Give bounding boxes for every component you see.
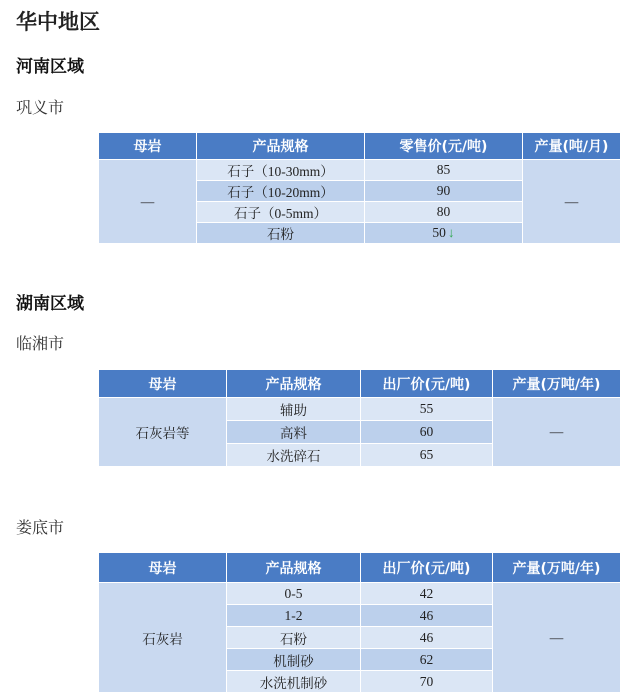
price-cell xyxy=(365,223,523,244)
price-value: 50 xyxy=(432,225,446,240)
table-header-row xyxy=(99,370,621,398)
spec-cell: 机制砂 xyxy=(227,649,361,671)
table-row xyxy=(99,583,621,605)
price-cell: 46 xyxy=(361,627,493,649)
spec-cell: 0-5 xyxy=(227,583,361,605)
rock-cell: 石灰岩等 xyxy=(99,398,227,467)
region-title: 华中地区 xyxy=(16,10,100,34)
price-cell: 42 xyxy=(361,583,493,605)
table-header-row xyxy=(99,553,621,583)
price-cell: 60 xyxy=(361,421,493,444)
table-header-row xyxy=(99,133,621,160)
header-spec: 产品规格 xyxy=(227,370,361,398)
header-spec: 产品规格 xyxy=(227,553,361,583)
trend-down-icon: ↓ xyxy=(447,225,455,240)
price-cell: 55 xyxy=(361,398,493,421)
rock-cell: — xyxy=(99,160,197,244)
header-spec: 产品规格 xyxy=(197,133,365,160)
price-cell: 90 xyxy=(365,181,523,202)
header-output: 产量(万吨/年) xyxy=(493,370,621,398)
output-cell: — xyxy=(493,398,621,467)
city-linxiang: 临湘市 xyxy=(16,334,65,353)
rock-cell: 石灰岩 xyxy=(99,583,227,693)
spec-cell: 石子（10-20mm） xyxy=(197,181,365,202)
city-loudi: 娄底市 xyxy=(16,518,65,537)
header-rock: 母岩 xyxy=(99,133,197,160)
price-cell: 65 xyxy=(361,444,493,467)
header-rock: 母岩 xyxy=(99,553,227,583)
section-title-henan: 河南区域 xyxy=(16,57,84,77)
spec-cell: 高料 xyxy=(227,421,361,444)
price-table-linxiang xyxy=(98,369,621,467)
spec-cell: 石子（0-5mm） xyxy=(197,202,365,223)
section-title-hunan: 湖南区域 xyxy=(16,294,84,314)
header-price: 出厂价(元/吨) xyxy=(361,553,493,583)
spec-cell: 辅助 xyxy=(227,398,361,421)
header-rock: 母岩 xyxy=(99,370,227,398)
spec-cell: 石子（10-30mm） xyxy=(197,160,365,181)
price-cell: 70 xyxy=(361,671,493,693)
price-cell: 80 xyxy=(365,202,523,223)
spec-cell: 1-2 xyxy=(227,605,361,627)
output-cell: — xyxy=(493,583,621,693)
price-table-gongyi xyxy=(98,132,621,244)
header-price: 出厂价(元/吨) xyxy=(361,370,493,398)
header-price: 零售价(元/吨) xyxy=(365,133,523,160)
spec-cell: 石粉 xyxy=(197,223,365,244)
price-table-loudi xyxy=(98,552,621,693)
table-row xyxy=(99,160,621,181)
header-output: 产量(吨/月) xyxy=(523,133,621,160)
header-output: 产量(万吨/年) xyxy=(493,553,621,583)
price-cell: 85 xyxy=(365,160,523,181)
price-cell: 46 xyxy=(361,605,493,627)
price-cell: 62 xyxy=(361,649,493,671)
spec-cell: 水洗机制砂 xyxy=(227,671,361,693)
spec-cell: 水洗碎石 xyxy=(227,444,361,467)
table-row xyxy=(99,398,621,421)
city-gongyi: 巩义市 xyxy=(16,98,65,117)
spec-cell: 石粉 xyxy=(227,627,361,649)
output-cell: — xyxy=(523,160,621,244)
